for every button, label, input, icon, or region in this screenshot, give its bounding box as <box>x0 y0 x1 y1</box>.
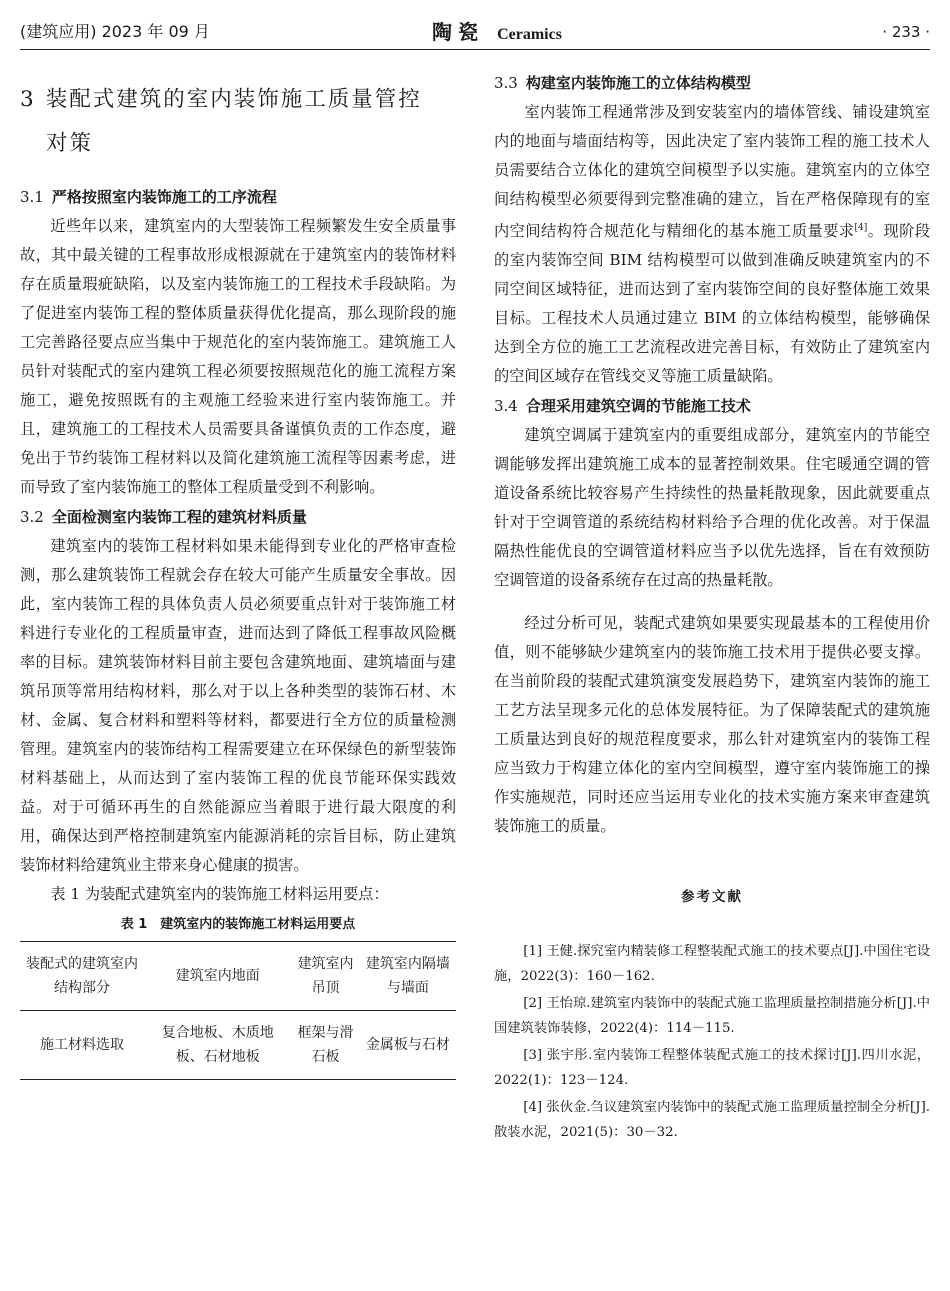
journal-issue: (建筑应用) 2023 年 09 月 <box>20 22 210 41</box>
table-header-cell: 建筑室内地面 <box>144 942 291 1011</box>
section-3-3-text-a: 室内装饰工程通常涉及到安装室内的墙体管线、铺设建筑室内的地面与墙面结构等，因此决定了室内装饰工程的施工技术人员需要结合立体化的建筑空间模型予以实施。建筑室内的立体空间结构模型必须要得到完整准确的建立，旨在严格保障现有的室内空间结构符合规范化与精细化的基本施工质量要求 <box>494 103 930 241</box>
citation-4: [4] <box>854 223 868 233</box>
header-rule <box>20 49 930 50</box>
table-1 <box>20 941 456 1080</box>
section-3-3-paragraph <box>494 98 930 391</box>
section-3-3-number: 3.3 <box>494 74 518 92</box>
table-header-cell: 建筑室内隔墙与墙面 <box>360 942 456 1011</box>
table-header-cell: 建筑室内吊顶 <box>291 942 359 1011</box>
journal-name-en: Ceramics <box>497 26 562 43</box>
references-title: 参考文献 <box>681 889 743 906</box>
table-header-cell: 装配式的建筑室内结构部分 <box>20 942 144 1011</box>
section-3-2-title: 全面检测室内装饰工程的建筑材料质量 <box>51 508 307 526</box>
reference-item: [2] 王怡琼.建筑室内装饰中的装配式施工监理质量控制措施分析[J].中国建筑装饰装修，2022(4)：114－115. <box>494 996 930 1037</box>
reference-item: [3] 张宇彤.室内装饰工程整体装配式施工的技术探讨[J].四川水泥，2022(1)：123－124. <box>494 1048 930 1089</box>
right-column <box>494 68 930 1147</box>
section-3-2-heading <box>20 502 456 532</box>
section-3-3-title: 构建室内装饰施工的立体结构模型 <box>525 74 751 92</box>
journal-name-cn: 陶瓷 <box>432 20 484 44</box>
section-3-3-text-b: 。现阶段的室内装饰空间 BIM 结构模型可以做到准确反映建筑室内的不同空间区域特征，进而达到了室内装饰空间的良好整体施工效果目标。工程技术人员通过建立 BIM 的立体结构模型，能够确保达到全方位的施工工艺流程改进完善目标，有效防止了建筑室内的空间区域存在管线交叉等施工质量缺陷。 <box>494 222 931 386</box>
section-3-3-heading <box>494 68 930 98</box>
section-3-number: 3 <box>20 87 36 112</box>
table-row <box>20 1011 456 1080</box>
section-3-title-line1: 装配式建筑的室内装饰施工质量管控 <box>45 87 422 112</box>
journal-logo <box>432 16 562 51</box>
section-3-4-title: 合理采用建筑空调的节能施工技术 <box>525 397 751 416</box>
section-3-4-paragraph: 建筑空调属于建筑室内的重要组成部分，建筑室内的节能空调能够发挥出建筑施工成本的显著控制效果。住宅暖通空调的管道设备系统比较容易产生持续性的热量耗散现象，因此就要重点针对于空调管道的系统结构材料给予合理的优化改善。对于保温隔热性能优良的空调管道材料应当予以优先选择，旨在有效预防空调管道的设备系统存在过高的热量耗散。 <box>494 426 930 590</box>
section-3-1-paragraph: 近些年以来，建筑室内的大型装饰工程频繁发生安全质量事故，其中最关键的工程事故形成根源就在于建筑室内的装饰材料存在质量瑕疵缺陷，以及室内装饰施工的工程技术手段缺陷。为了促进室内装饰工程的整体质量获得优化提高，那么现阶段的施工完善路径要点应当集中于规范化的室内装饰施工。建筑施工人员针对装配式的室内建筑工程必须要按照规范化的施工流程方案施工，避免按照既有的主观施工经验来进行室内装饰施工。并且，建筑施工的工程技术人员需要具备谨慎负责的工作态度，避免出于节约装饰工程材料以及简化建筑施工流程等因素考虑，进而导致了室内装饰施工的整体工程质量受到不利影响。 <box>20 217 456 496</box>
table-1-caption: 表 1 建筑室内的装饰施工材料运用要点 <box>120 917 356 932</box>
reference-item: [4] 张伙金.刍议建筑室内装饰中的装配式施工监理质量控制全分析[J].散装水泥，2021(5)：30－32. <box>494 1100 930 1141</box>
table-cell: 施工材料选取 <box>20 1011 144 1080</box>
table-header-row <box>20 942 456 1011</box>
section-3-4-number: 3.4 <box>494 397 518 416</box>
conclusion-paragraph: 经过分析可见，装配式建筑如果要实现最基本的工程使用价值，则不能够缺少建筑室内的装饰施工技术用于提供必要支撑。在当前阶段的装配式建筑演变发展趋势下，建筑室内装饰的施工工艺方法呈现多元化的总体发展特征。为了保障装配式的建筑施工质量达到良好的规范程度要求，那么针对建筑室内的装饰工程应当致力于构建立体化的室内空间模型，遵守室内装饰施工的操作实施规范，同时还应当运用专业化的技术实施方案来审查建筑装饰施工的质量。 <box>494 614 930 836</box>
page-header <box>20 16 930 50</box>
section-3-4-heading <box>494 391 930 421</box>
table-cell: 复合地板、木质地板、石材地板 <box>144 1011 291 1080</box>
section-3-1-number: 3.1 <box>20 188 44 206</box>
reference-item: [1] 王健.探究室内精装修工程整装配式施工的技术要点[J].中国住宅设施，2022(3)：160－162. <box>494 944 930 985</box>
left-column <box>20 66 456 1080</box>
page-number: · 233 · <box>882 23 930 41</box>
table-cell: 框架与滑石板 <box>291 1011 359 1080</box>
table-intro-paragraph: 表 1 为装配式建筑室内的装饰施工材料运用要点： <box>50 885 389 903</box>
table-cell: 金属板与石材 <box>360 1011 456 1080</box>
section-3-2-paragraph: 建筑室内的装饰工程材料如果未能得到专业化的严格审查检测，那么建筑装饰工程就会存在较大可能产生质量安全事故。因此，室内装饰工程的具体负责人员必须要重点针对于装饰施工材料进行专业化的工程质量审查，进而达到了降低工程事故风险概率的目标。建筑装饰材料目前主要包含建筑地面、建筑墙面与建筑吊顶等常用结构材料，那么对于以上各种类型的装饰石材、木材、金属、复合材料和塑料等材料，都要进行全方位的质量检测管理。建筑室内的装饰结构工程需要建立在环保绿色的新型装饰材料基础上，从而达到了室内装饰工程的优良节能环保实践效益。对于可循环再生的自然能源应当着眼于进行最大限度的利用，确保达到严格控制建筑室内能源消耗的宗旨目标，防止建筑装饰材料给建筑业主带来身心健康的损害。 <box>20 537 456 874</box>
section-3-heading <box>20 78 456 166</box>
section-3-1-title: 严格按照室内装饰施工的工序流程 <box>51 188 277 206</box>
section-3-title-line2: 对策 <box>46 131 94 156</box>
section-3-1-heading <box>20 182 456 212</box>
section-3-2-number: 3.2 <box>20 508 44 526</box>
